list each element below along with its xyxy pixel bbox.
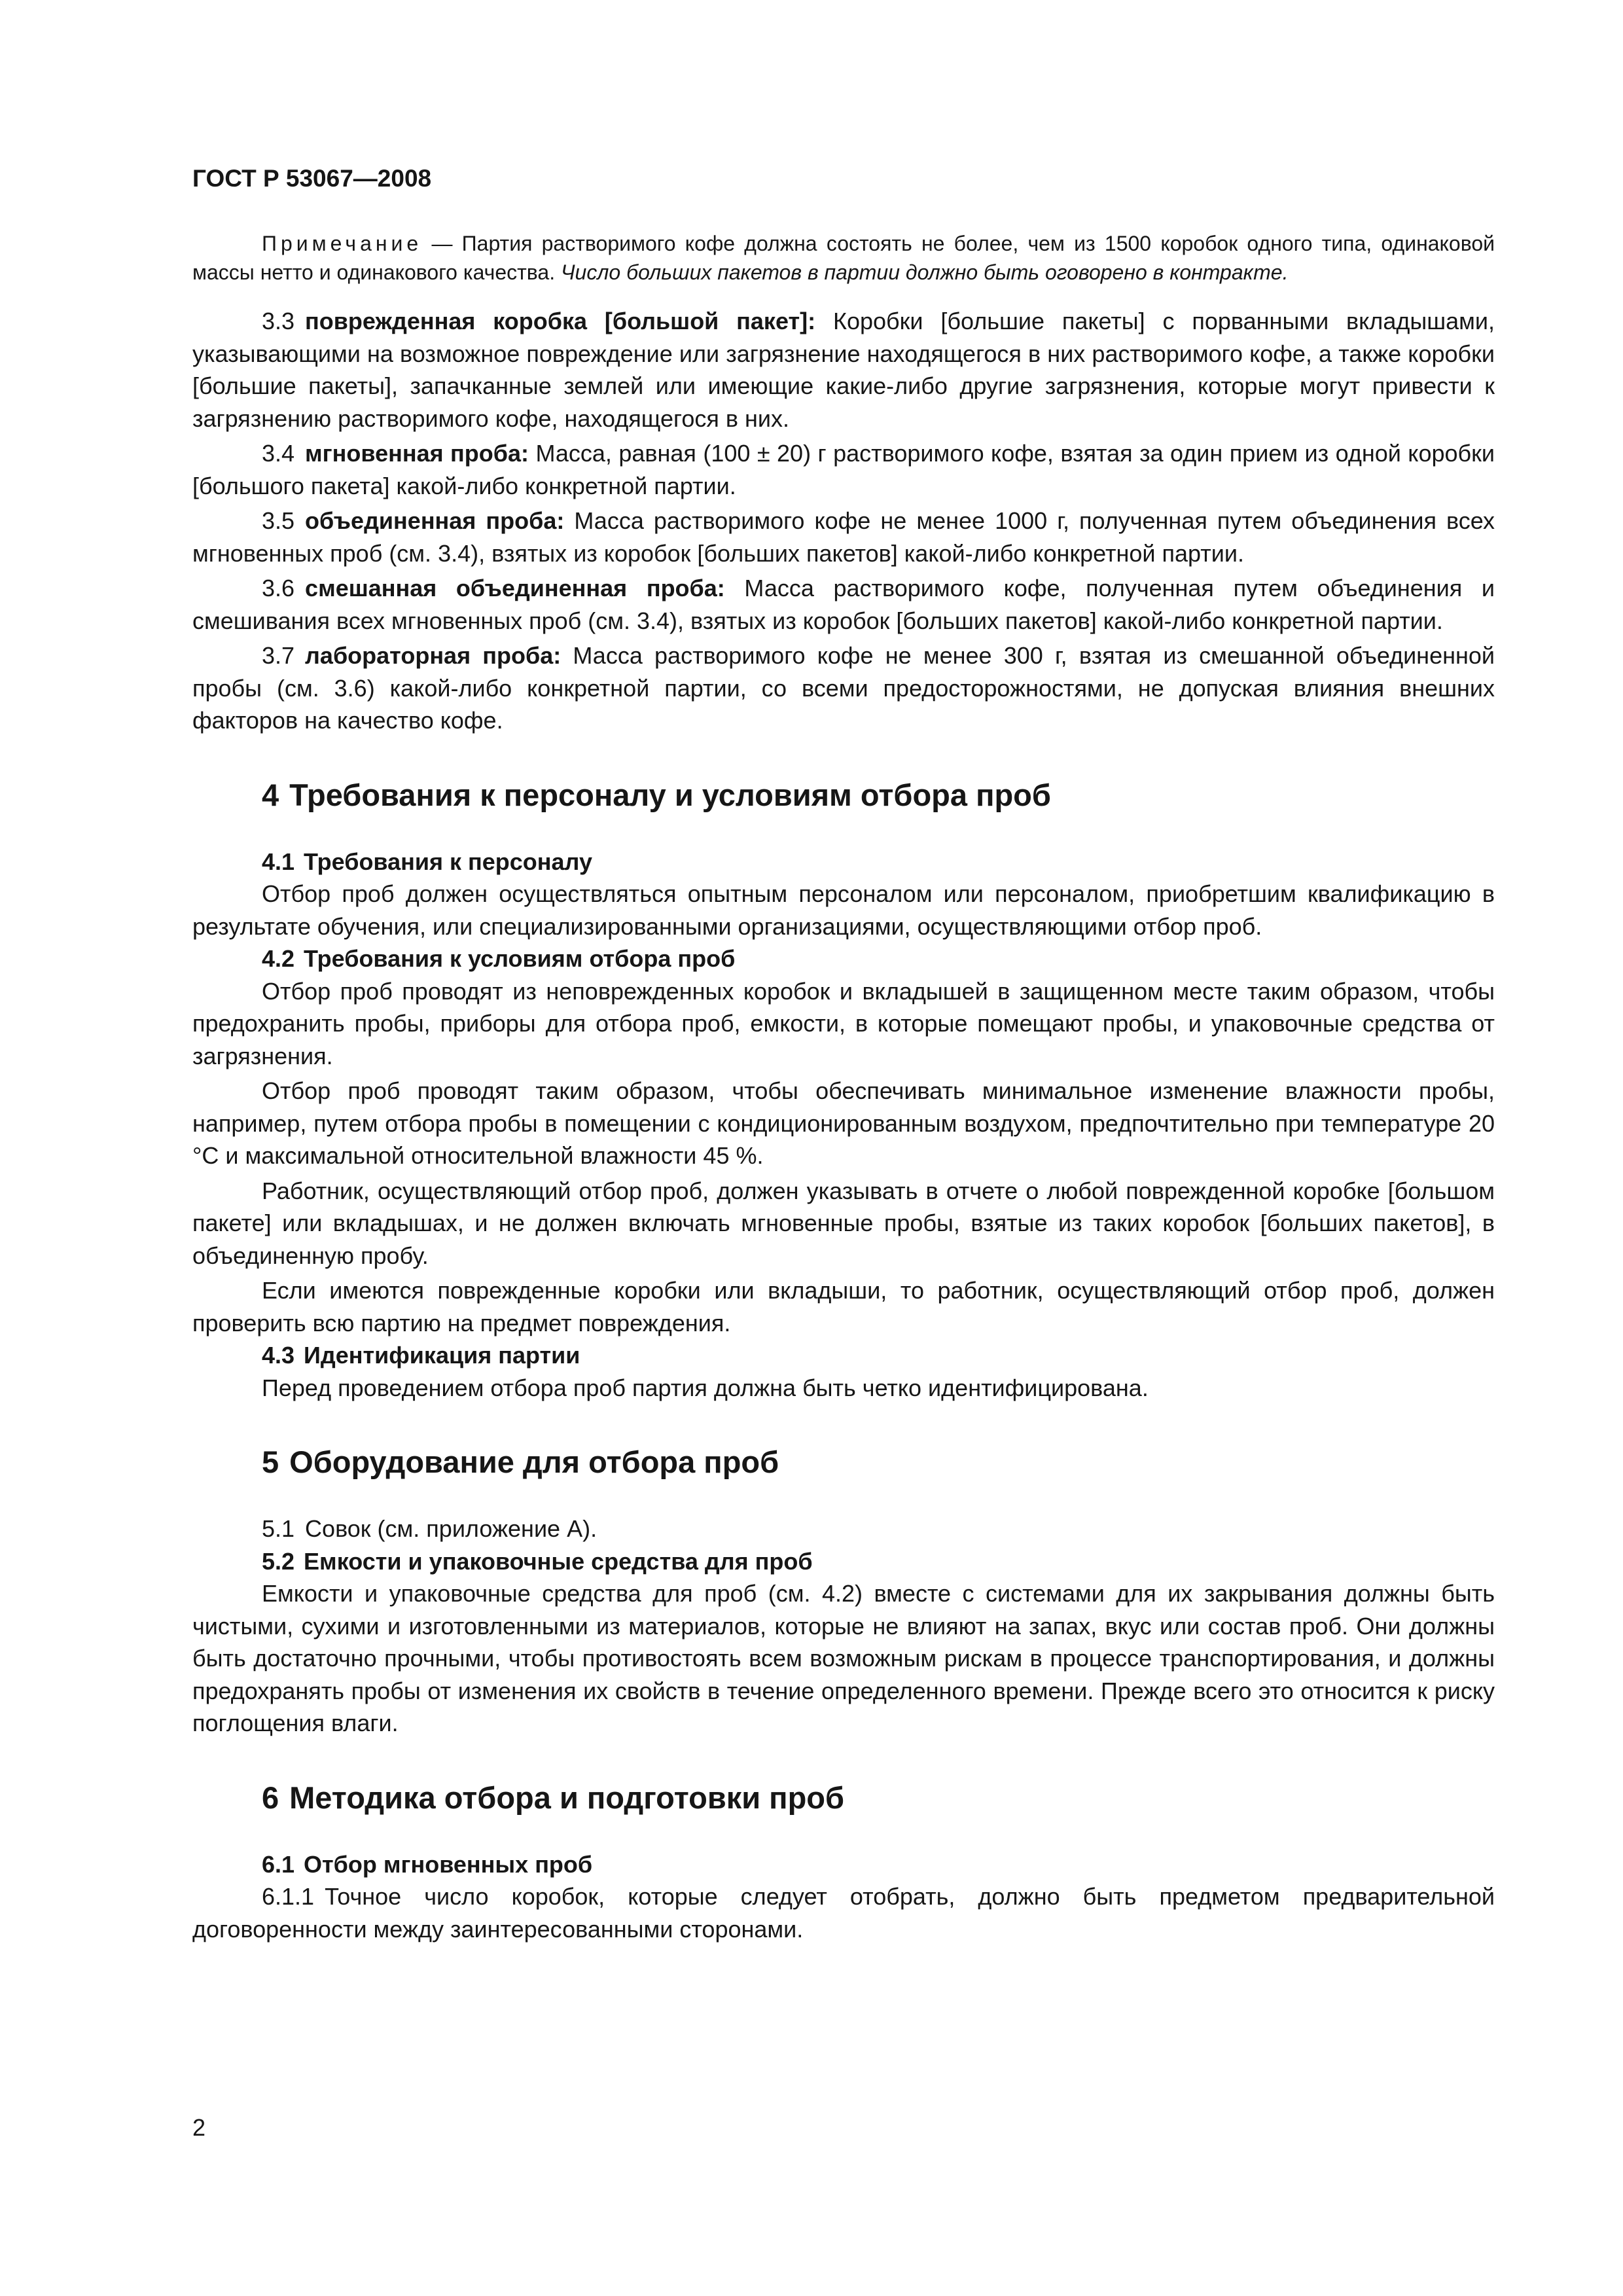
page-number: 2 — [192, 2114, 206, 2141]
subsection-5-2-paragraph: Емкости и упаковочные средства для проб (см. 4.2) вместе с системами для их закрывания должны быть чистыми, сухими и изготовленными из материалов, которые не влияют на запах, вкус или состав проб. Они должны быть достаточно прочными, чтобы противостоять всем возможным рискам в процессе транспортирования, и должны предохранять пробы от изменения их свойств в течение определенного времени. Прежде всего это относится к риску поглощения влаги. — [192, 1580, 1495, 1736]
term: мгновенная проба: — [305, 440, 529, 467]
definition-3-6: 3.6 смешанная объединенная проба: Масса растворимого кофе, полученная путем объединения и смешивания всех мгновенных проб (см. 3.4), взятых из коробок [больших пакетов] какой-либо конкретной партии. — [192, 575, 1495, 634]
subsection-4-3-paragraph: Перед проведением отбора проб партия должна быть четко идентифицирована. — [262, 1374, 1149, 1401]
subsection-4-2-paragraph-3: Работник, осуществляющий отбор проб, должен указывать в отчете о любой поврежденной коробке [большом пакете] или вкладышах, и не должен включать мгновенные пробы, взятые из таких коробок [больших пакетов], в объединенную пробу. — [192, 1177, 1495, 1269]
subsection-4-2-paragraph-1: Отбор проб проводят из неповрежденных коробок и вкладышей в защищенном месте таким образом, чтобы предохранить пробы, приборы для отбора проб, емкости, в которые помещают пробы, и упаковочные средства от загрязнения. — [192, 977, 1495, 1069]
section-4-title: 4 Требования к персоналу и условиям отбора проб — [262, 777, 1051, 812]
subsection-4-2-paragraph-4: Если имеются поврежденные коробки или вкладыши, то работник, осуществляющий отбор проб, должен проверить всю партию на предмет повреждения. — [192, 1277, 1495, 1336]
note-italic-text: Число больших пакетов в партии должно быть оговорено в контракте. — [561, 260, 1289, 284]
subsection-5-1: 5.1 Совок (см. приложение А). — [262, 1515, 597, 1542]
subsection-4-2-title: 4.2 Требования к условиям отбора проб — [262, 945, 736, 972]
definition-3-3: 3.3 поврежденная коробка [большой пакет]: Коробки [большие пакеты] с порванными вкладышами, указывающими на возможное повреждение или загрязнение находящегося в них растворимого кофе, а также коробки [большие пакеты], запачканные землей или имеющие какие-либо другие загрязнения, которые могут привести к загрязнению растворимого кофе, находящегося в них. — [192, 308, 1495, 432]
definition-3-5: 3.5 объединенная проба: Масса растворимого кофе не менее 1000 г, полученная путем объединения всех мгновенных проб (см. 3.4), взятых из коробок [больших пакетов] какой-либо конкретной партии. — [192, 507, 1495, 567]
term: лабораторная проба: — [305, 642, 562, 669]
document-id-header: ГОСТ Р 53067—2008 — [192, 165, 432, 192]
term: объединенная проба: — [305, 507, 565, 534]
note-label: Примечание — [262, 232, 423, 255]
subsection-4-3-title: 4.3 Идентификация партии — [262, 1342, 580, 1369]
subsection-4-2-paragraph-2: Отбор проб проводят таким образом, чтобы обеспечивать минимальное изменение влажности пробы, например, путем отбора пробы в помещении с кондиционированным воздухом, предпочтительно при температуре 20 °С и максимальной относительной влажности 45 %. — [192, 1077, 1495, 1169]
subsection-4-1-paragraph: Отбор проб должен осуществляться опытным персоналом или персоналом, приобретшим квалификацию в результате обучения, или специализированными организациями, осуществляющими отбор проб. — [192, 880, 1495, 940]
subsection-4-1-title: 4.1 Требования к персоналу — [262, 848, 592, 875]
term: смешанная объединенная проба: — [305, 575, 725, 601]
subsection-5-2-title: 5.2 Емкости и упаковочные средства для проб — [262, 1547, 813, 1575]
section-6-title: 6 Методика отбора и подготовки проб — [262, 1780, 845, 1815]
page-content — [192, 162, 1495, 1945]
definition-3-7: 3.7 лабораторная проба: Масса растворимого кофе не менее 300 г, взятая из смешанной объединенной пробы (см. 3.6) какой-либо конкретной партии, со всеми предосторожностями, не допуская влияния внешних факторов на качество кофе. — [192, 642, 1495, 734]
subsection-6-1-title: 6.1 Отбор мгновенных проб — [262, 1850, 593, 1878]
note-paragraph — [192, 229, 1495, 287]
note-text: — Партия растворимого кофе должна состоять не более, чем из 1500 коробок одного типа, одинаковой массы нетто и одинакового качества. — [192, 232, 1495, 284]
section-5-title: 5 Оборудование для отбора проб — [262, 1444, 779, 1479]
definition-3-4: 3.4 мгновенная проба: Масса, равная (100 ± 20) г растворимого кофе, взятая за один прием из одной коробки [большого пакета] какой-либо конкретной партии. — [192, 440, 1495, 499]
term: поврежденная коробка [большой пакет]: — [305, 308, 816, 334]
subsection-6-1-1: 6.1.1 Точное число коробок, которые следует отобрать, должно быть предметом предварительной договоренности между заинтересованными сторонами. — [192, 1883, 1495, 1943]
